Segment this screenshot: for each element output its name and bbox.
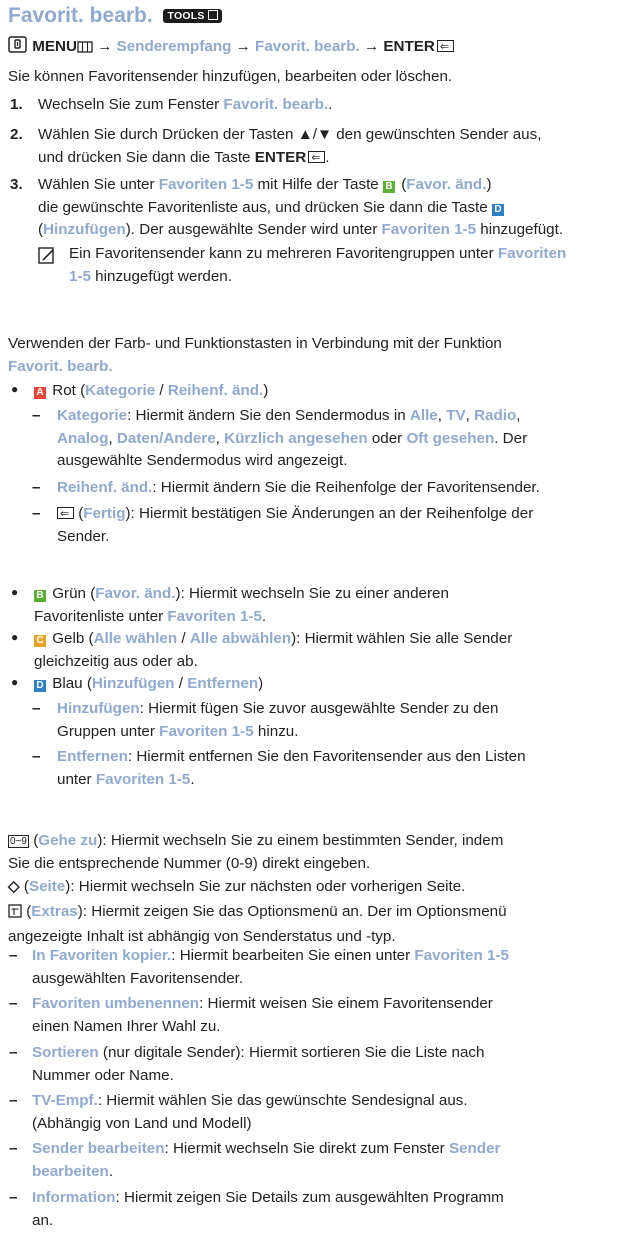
kategorie-item: Kategorie: Hiermit ändern Sie den Sendermodus in Alle, TV, Radio, Analog, Daten/Andere, Kürzlich angesehen oder Oft gesehen. Der ausgewählte Sendermodus wird angezeigt.: [57, 407, 528, 469]
green-item: B Grün (Favor. änd.): Hiermit wechseln Sie zu einer anderen Favoritenliste unter Favoriten 1-5.: [34, 585, 449, 625]
entfernen-item: Entfernen: Hiermit entfernen Sie den Favoritensender aus den Listen unter Favoriten 1-5.: [57, 748, 526, 788]
path-enter: ENTER: [383, 38, 435, 55]
step-2-number: 2.: [10, 126, 23, 143]
enter-icon: [308, 151, 325, 163]
step-3-number: 3.: [10, 176, 23, 193]
yellow-key-icon: C: [34, 635, 46, 647]
number-key-icon: 0~9: [10, 836, 27, 847]
red-key-icon: A: [34, 387, 46, 399]
dash: –: [9, 1189, 18, 1206]
enter-icon: [437, 40, 454, 52]
green-key-icon: B: [383, 181, 395, 193]
extras-item: (Extras): Hiermit zeigen Sie das Optionsmenü an. Der im Optionsmenü angezeigte Inhalt ist abhängig von Senderstatus und -typ.: [8, 903, 507, 945]
goto-item: 0~9 (Gehe zu): Hiermit wechseln Sie zu einem bestimmten Sender, indem Sie die entsprechende Nummer (0-9) direkt eingeben.: [8, 832, 504, 872]
remote-icon: [8, 36, 28, 61]
step-1-number: 1.: [10, 96, 23, 113]
hinzufuegen-item: Hinzufügen: Hiermit fügen Sie zuvor ausgewählte Sender zu den Gruppen unter Favoriten 1-5 hinzu.: [57, 700, 499, 740]
menu-icon: [77, 38, 93, 61]
menu-path: MENU → Senderempfang → Favorit. bearb. → ENTER⇐: [8, 36, 630, 61]
blue-item: D Blau (Hinzufügen / Entfernen): [34, 673, 630, 696]
page-title: [8, 4, 222, 28]
dash: –: [9, 1140, 18, 1157]
tools-icon: [208, 10, 218, 20]
tools-badge: TOOLS: [163, 9, 222, 23]
blue-key-icon: D: [492, 204, 504, 216]
extras-option-2: Favoriten umbenennen: Hiermit weisen Sie einem Favoritensender einen Namen Ihrer Wahl zu.: [32, 995, 493, 1035]
blue-key-icon: D: [34, 680, 46, 692]
extras-option-5: Sender bearbeiten: Hiermit wechseln Sie direkt zum Fenster Sender bearbeiten.: [32, 1140, 501, 1180]
intro-text: Sie können Favoritensender hinzufügen, bearbeiten oder löschen.: [8, 68, 453, 85]
section-2-intro: Verwenden der Farb- und Funktionstasten in Verbindung mit der Funktion Favorit. bearb.: [8, 335, 502, 375]
step-2: Wählen Sie durch Drücken der Tasten ▲/▼ den gewünschten Sender aus, und drücken Sie dann die Taste ENTER⇐ .: [38, 124, 630, 169]
bullet: ●: [11, 630, 19, 644]
bullet: ●: [11, 675, 19, 689]
extras-option-6: Information: Hiermit zeigen Sie Details zum ausgewählten Programm an.: [32, 1189, 504, 1229]
dash: –: [32, 505, 41, 522]
dash: –: [32, 479, 41, 496]
path-senderempfang: Senderempfang: [116, 38, 232, 55]
step-3: Wählen Sie unter Favoriten 1-5 mit Hilfe der Taste B (Favor. änd.) die gewünschte Favoritenliste aus, und drücken Sie dann die Taste D (Hinzufügen). Der ausgewählte Sender wird unter Favoriten 1-5 hinzugefügt.: [38, 176, 564, 238]
dash: –: [9, 995, 18, 1012]
note-icon: [38, 247, 56, 269]
fertig-item: ⇐ (Fertig): Hiermit bestätigen Sie Änderungen an der Reihenfolge der Sender.: [57, 503, 630, 548]
seite-item: ◇ (Seite): Hiermit wechseln Sie zur nächsten oder vorherigen Seite.: [8, 878, 466, 895]
yellow-item: C Gelb (Alle wählen / Alle abwählen): Hiermit wählen Sie alle Sender gleichzeitig aus oder ab.: [34, 630, 513, 670]
dash: –: [32, 407, 41, 424]
bullet: ●: [11, 585, 19, 599]
note-text: Ein Favoritensender kann zu mehreren Favoritengruppen unter Favoriten 1-5 hinzugefügt werden.: [69, 245, 567, 285]
enter-icon: [57, 507, 74, 519]
red-item: A Rot (Kategorie / Reihenf. änd.): [34, 380, 630, 403]
dash: –: [32, 700, 41, 717]
bullet: ●: [11, 382, 19, 396]
dash: –: [9, 1044, 18, 1061]
dash: –: [9, 1092, 18, 1109]
dash: –: [9, 947, 18, 964]
path-menu: MENU: [32, 38, 77, 55]
path-favorit-bearb: Favorit. bearb.: [255, 38, 360, 55]
extras-option-1: In Favoriten kopier.: Hiermit bearbeiten Sie einen unter Favoriten 1-5 ausgewählten Favoritensender.: [32, 947, 509, 987]
title-text: Favorit. bearb.: [8, 4, 153, 27]
extras-icon: [8, 903, 22, 926]
extras-option-3: Sortieren (nur digitale Sender): Hiermit sortieren Sie die Liste nach Nummer oder Name.: [32, 1044, 485, 1084]
step-1: Wechseln Sie zum Fenster Favorit. bearb..: [38, 96, 333, 113]
extras-option-4: TV-Empf.: Hiermit wählen Sie das gewünschte Sendesignal aus. (Abhängig von Land und Modell): [32, 1092, 468, 1132]
green-key-icon: B: [34, 590, 46, 602]
dash: –: [32, 748, 41, 765]
page-icon: ◇: [8, 878, 20, 895]
reihenfolge-item: Reihenf. änd.: Hiermit ändern Sie die Reihenfolge der Favoritensender.: [57, 479, 540, 496]
